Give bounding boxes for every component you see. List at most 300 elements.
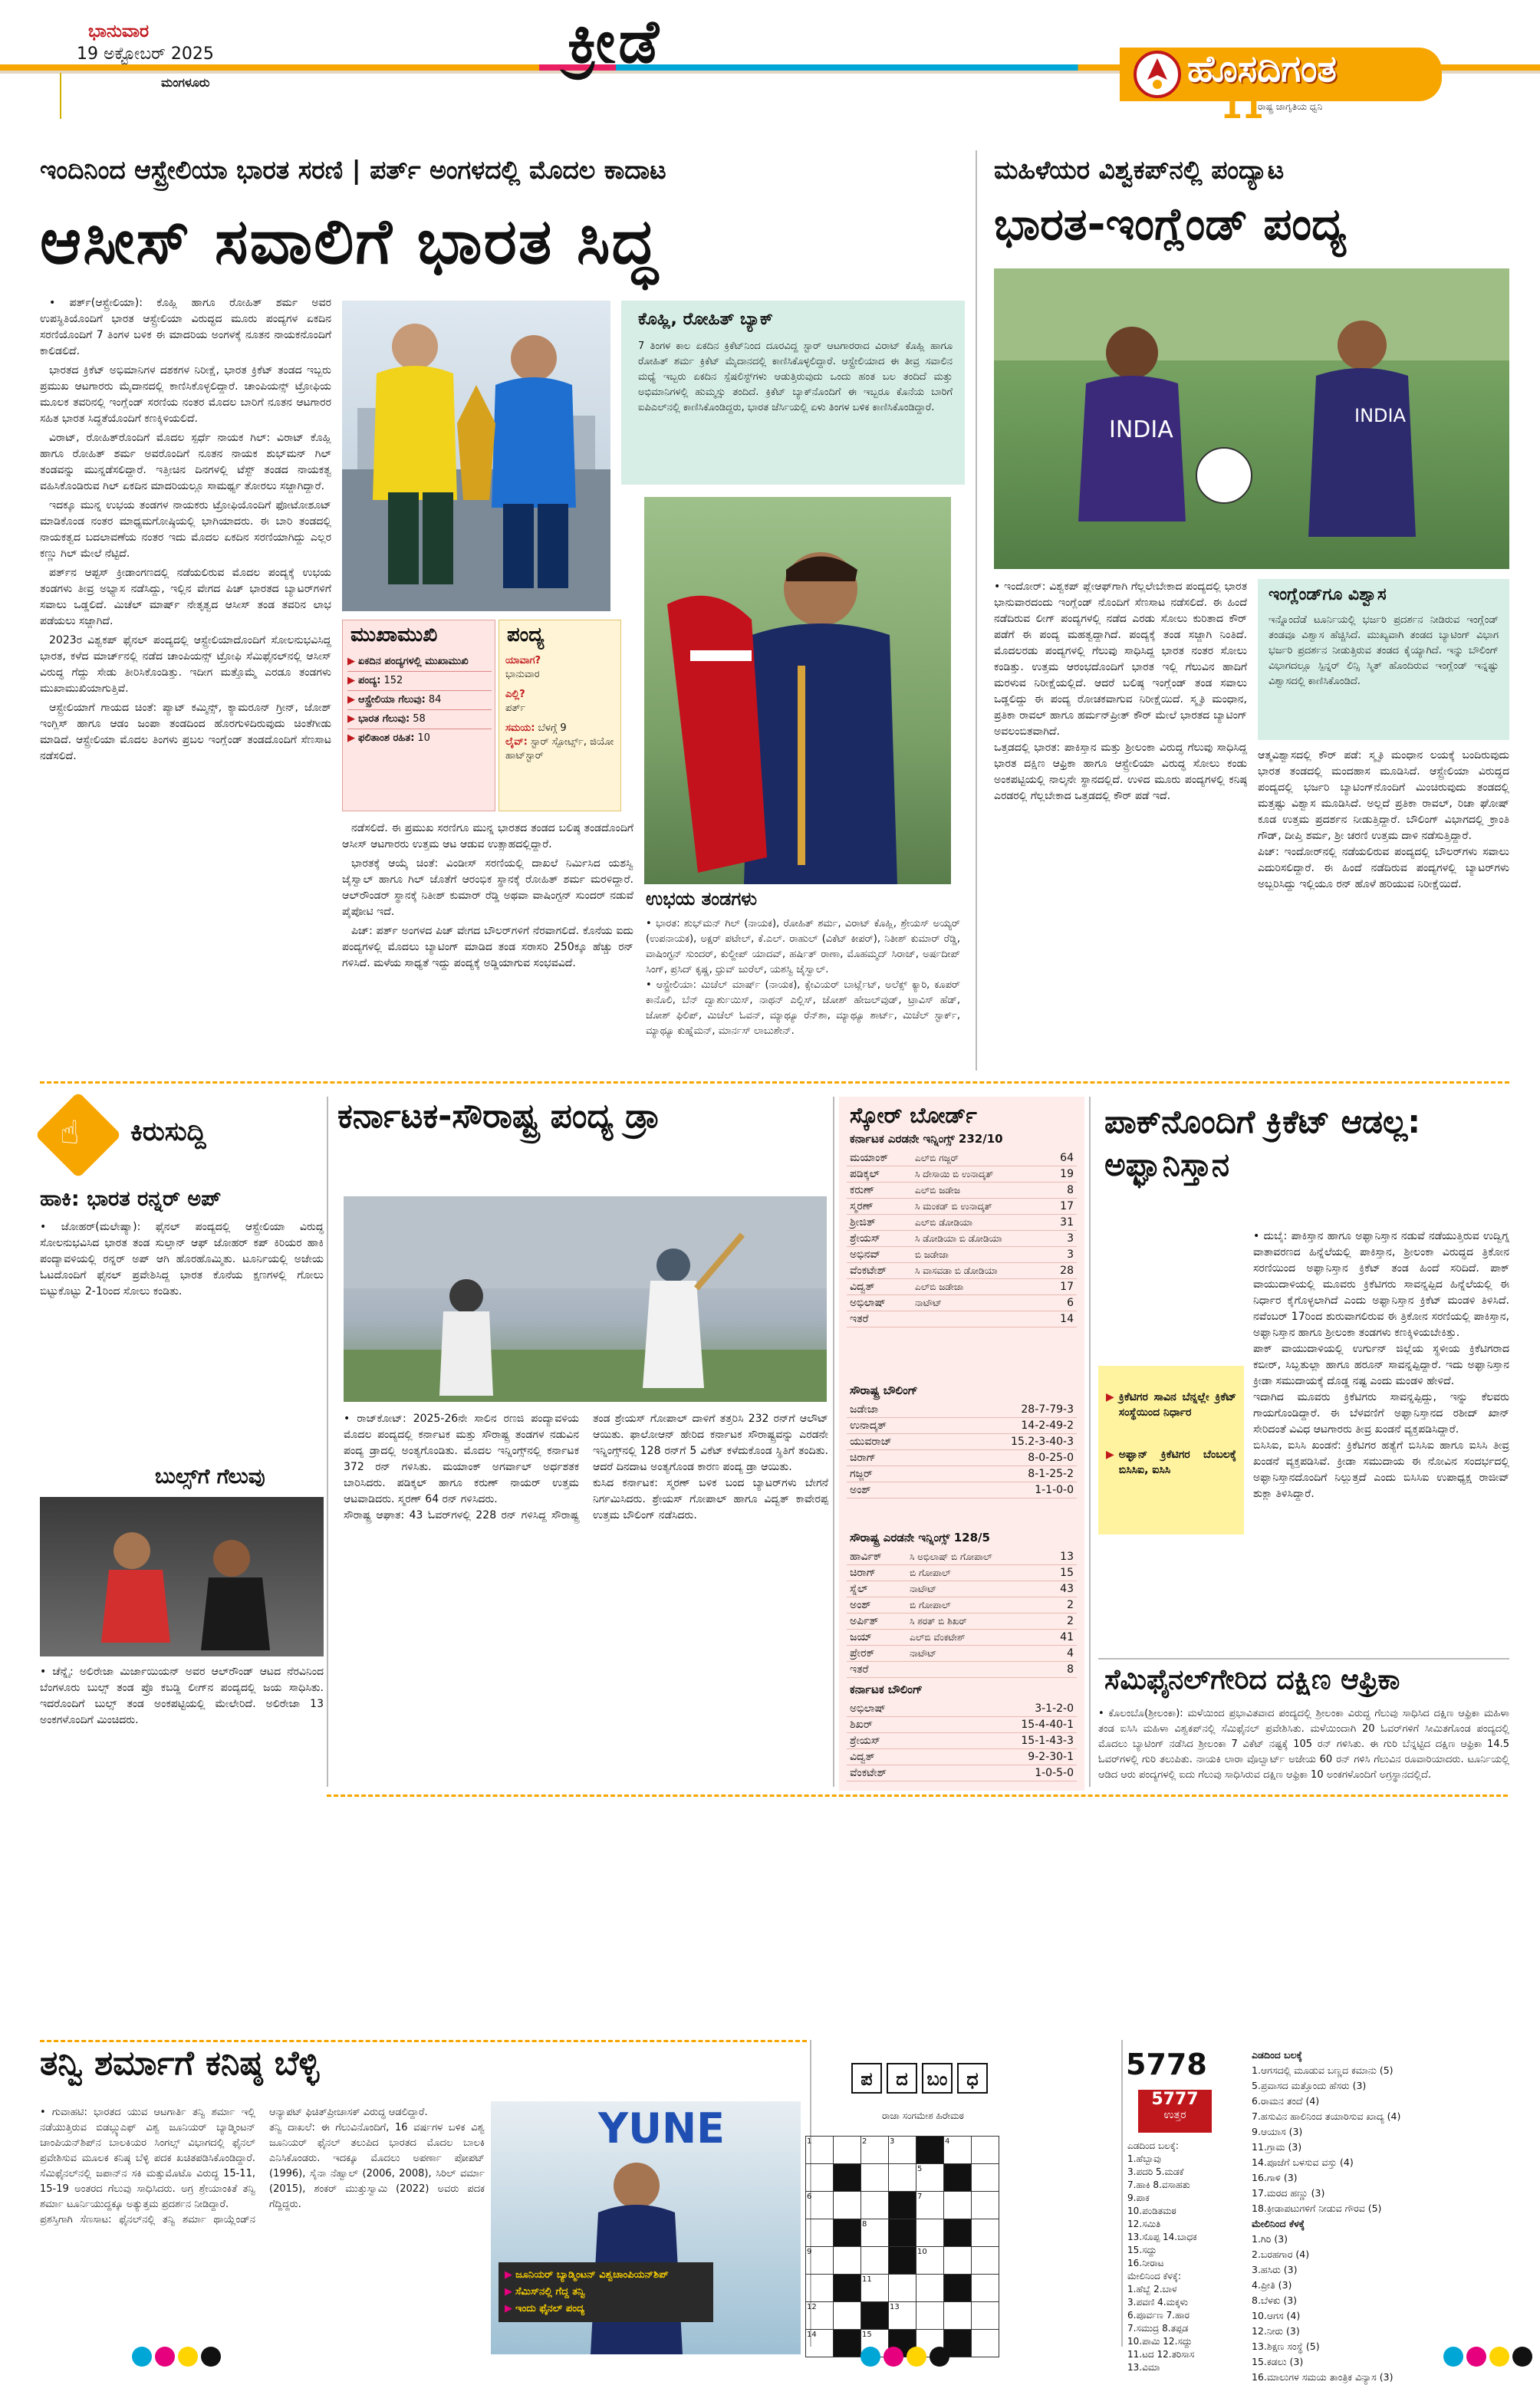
masthead [0, 0, 1540, 150]
player-name: ವೆಂಕಟೇಶ್ [847, 1765, 944, 1781]
score-row [847, 1295, 1077, 1311]
clue-item: 14.ಪೂಜೆಗೆ ಬಳಸುವ ವಸ್ತು (4) [1252, 2156, 1354, 2168]
score-row [847, 1247, 1077, 1263]
player-name: ಇತರೆ [847, 1662, 907, 1678]
photo-banner: YUNE [598, 2104, 726, 2153]
h2h-label: ಏಕದಿನ ಪಂದ್ಯಗಳಲ್ಲಿ ಮುಖಾಮುಖಿ [358, 656, 469, 667]
clue-item: 18.ಕ್ರೀಡಾಪಟುಗಳಿಗೆ ನೀಡುವ ಗೌರವ (5) [1252, 2202, 1382, 2214]
kabaddi-photo [40, 1497, 324, 1656]
dismissal: ನಾಟೌಟ್ [912, 1295, 1048, 1311]
col-divider [976, 150, 977, 1071]
svg-text:INDIA: INDIA [1109, 416, 1173, 443]
crossword-cell[interactable] [834, 2137, 861, 2164]
match-q: ಯಾವಾಗ? [505, 655, 541, 666]
tanvi-body: • ಗುವಾಹಟಿ: ಭಾರತದ ಯುವ ಆಟಗಾರ್ತಿ ತನ್ವಿ ಶರ್ಮಾ ಇಲ್ಲಿ ನಡೆಯುತ್ತಿರುವ ಬಿಡಬ್ಲ್ಯುಎಫ್ ವಿಶ್ವ ಜೂನಿಯರ್ ಬ್ಯಾಡ್ಮಿಂಟನ್ ಚಾಂಪಿಯನ್‌ಶಿಪ್‌ನ ಬಾಲಕಿಯರ ಸಿಂಗಲ್ಸ್ ವಿಭಾಗದಲ್ಲಿ ಫೈನಲ್ ಪ್ರವೇಶಿಸುವ ಮೂಲಕ ಕನಿಷ್ಠ ಬೆಳ್ಳಿ ಪದಕ ಖಚಿತಪಡಿಸಿಕೊಂಡಿದ್ದಾರೆ. ಸೆಮಿಫೈನಲ್‌ನಲ್ಲಿ ಜಪಾನ್‌ನ ಸಕಿ ಮತ್ಸುಮೊಟೊ ವಿರುದ್ಧ 15-11, 15-19 ಅಂತರದ ಗೆಲುವು ಸಾಧಿಸಿದರು. ಅಗ್ರ ಶ್ರೇಯಾಂಕಿತೆ ತನ್ವಿ ಶರ್ಮಾ ಟೂರ್ನಿಯುದ್ದಕ್ಕೂ ಅತ್ಯುತ್ತಮ ಪ್ರದರ್ಶನ ನೀಡಿದ್ದಾರೆ. ಪ್ರಶಸ್ತಿಗಾಗಿ ಸೆಣಸಾಟ: ಫೈನಲ್‌ನಲ್ಲಿ ತನ್ವಿ ಶರ್ಮಾ ಥಾಯ್ಲೆಂಡ್‌ನ ಆನ್ಯಾಪಟ್ ಫಿಚಿತ್‌ಪ್ರೀಚಾಸಕ್ ವಿರುದ್ಧ ಆಡಲಿದ್ದಾರೆ. ತನ್ವಿ ದಾಖಲೆ: ಈ ಗೆಲುವಿನೊಂದಿಗೆ, 16 ವರ್ಷಗಳ ಬಳಿಕ ವಿಶ್ವ ಜೂನಿಯರ್ ಫೈನಲ್ ತಲುಪಿದ ಭಾರತದ ಮೊದಲ ಬಾಲಕಿ ಎನಿಸಿಕೊಂಡರು. ಇದಕ್ಕೂ ಮೊದಲು ಅಪರ್ಣಾ ಪೋಪಟ್ (1996), ಸೈನಾ ನೆಹ್ವಾಲ್ (2006, 2008), ಸಿರಿಲ್ ವರ್ಮಾ (2015), ಶಂಕರ್ ಮುತ್ತುಸ್ವಾಮಿ (2022) ಅವರು ಪದಕ ಗೆದ್ದಿದ್ದರು. [40, 2107, 485, 2225]
score-row [847, 1717, 1077, 1733]
crossword-cell[interactable] [972, 2192, 999, 2219]
clue-item: 13.ಶಿಕ್ಷಣ ಸಂಸ್ಥೆ (5) [1252, 2341, 1320, 2352]
h2h-value: 10 [417, 732, 430, 744]
clue-item: 11.ಗ್ರಾಮ (3) [1252, 2141, 1302, 2153]
player-name: ಅಂಶ್ [847, 1597, 907, 1614]
clue-item: 9.ಆಯಾಸ (3) [1252, 2126, 1303, 2137]
innings-header: ಕರ್ನಾಟಕ ಎರಡನೇ ಇನ್ನಿಂಗ್ಸ್ 232/10 [850, 1132, 1003, 1146]
caption-box: ▶ ಜೂನಿಯರ್ ಬ್ಯಾಡ್ಮಿಂಟನ್ ವಿಶ್ವಚಾಂಪಿಯನ್‌ಶಿಪ್ ▶ ಸೆಮಿಸ್‌ನಲ್ಲಿ ಗೆದ್ದ ತನ್ವಿ ▶ ಇಂದು ಫೈನಲ್ ಪಂದ್ಯ [499, 2262, 713, 2322]
tanvi-headline: ತನ್ವಿ ಶರ್ಮಾಗೆ ಕನಿಷ್ಠ ಬೆಳ್ಳಿ [40, 2044, 320, 2083]
player-name: ಅಭಿನವ್ [847, 1247, 912, 1263]
player-name: ಶಿಖರ್ [847, 1717, 944, 1733]
col-divider [833, 1097, 834, 1787]
lead-para: ವಿರಾಟ್, ರೋಹಿತ್‌ರೊಂದಿಗೆ ಮೊದಲ ಸ್ಪರ್ಧೆ ನಾಯಕ ಗಿಲ್: ವಿರಾಟ್ ಕೊಹ್ಲಿ ಹಾಗೂ ರೋಹಿತ್ ಶರ್ಮ ಅವರೊಂದಿಗೆ ನೂತನ ನಾಯಕ ಶುಭ್‌ಮನ್ ಗಿಲ್ ತಂಡವನ್ನು ಮುನ್ನಡೆಸಲಿದ್ದಾರೆ. ಇತ್ತೀಚಿನ ದಿನಗಳಲ್ಲಿ ಟೆಸ್ಟ್ ತಂಡದ ನಾಯಕತ್ವ ವಹಿಸಿಕೊಂಡಿರುವ ಗಿಲ್ ಏಕದಿನ ಮಾದರಿಯಲ್ಲೂ ಸಾಮರ್ಥ್ಯ ತೋರಲು ಸಜ್ಜಾಗಿದ್ದಾರೆ. [40, 432, 331, 492]
clues-list [1252, 2048, 1509, 2383]
answer-item: 1.ಹೆಬ್ಬಾವು [1127, 2153, 1161, 2164]
brand-tagline: ರಾಷ್ಟ್ರ ಜಾಗೃತಿಯ ಧ್ವನಿ [1258, 101, 1323, 112]
player-name: ವಿದ್ವತ್ [847, 1279, 912, 1295]
score-value: 17 [1048, 1199, 1077, 1215]
match-a: ಸ್ಟಾರ್ ಸ್ಪೋರ್ಟ್ಸ್, ಜಿಯೋ ಹಾಟ್‌ಸ್ಟಾರ್ [505, 736, 614, 762]
score-row [847, 1733, 1077, 1749]
lead-headline: ಆಸೀಸ್ ಸವಾಲಿಗೆ ಭಾರತ ಸಿದ್ಧ [40, 206, 659, 278]
crossword-cell[interactable]: 2 [861, 2137, 889, 2164]
answer-item: 15.ಸದ್ದು [1127, 2245, 1157, 2255]
match-info [505, 654, 619, 763]
dismissal: ನಾಟೌಟ್ [907, 1581, 1045, 1597]
registration-dot [1489, 2347, 1509, 2367]
score-row [847, 1614, 1077, 1630]
crossword-cell[interactable]: 6 [806, 2192, 834, 2219]
crossword-cell[interactable] [861, 2247, 889, 2275]
registration-dot [155, 2347, 175, 2367]
crossword-cell[interactable] [972, 2275, 999, 2302]
answer-item: 7.ಸಮುದ್ರ 8.ತಪ್ಪಡ [1127, 2323, 1189, 2334]
registration-dot [178, 2347, 198, 2367]
crossword-cell[interactable]: 9 [806, 2247, 834, 2275]
score-value: 3-1-2-0 [944, 1701, 1077, 1717]
crossword-cell[interactable] [972, 2247, 999, 2275]
score-value: 31 [1048, 1215, 1077, 1231]
player-name: ಯುವರಾಜ್ [847, 1434, 941, 1450]
sidebar-box [621, 301, 965, 485]
registration-dot [860, 2347, 880, 2367]
clue-item: 1.ಗಿರಿ (3) [1252, 2233, 1288, 2245]
match-box [499, 620, 621, 811]
score-row [847, 1765, 1077, 1781]
score-value: 15 [1045, 1565, 1077, 1581]
answer-item: 3.ಪದರಿ 5.ಮಡಕೆ [1127, 2166, 1184, 2177]
score-row [847, 1231, 1077, 1247]
player-name: ಮಯಾಂಕ್ [847, 1150, 912, 1166]
dismissal [912, 1311, 1048, 1327]
player-name: ವೆಂಕಟೇಶ್ [847, 1263, 912, 1279]
player-name: ಅರ್ಪಿತ್ [847, 1614, 907, 1630]
dismissal: ಎಲ್‌ಬಿ ಡೋಡಿಯಾ [912, 1215, 1048, 1231]
dismissal: ನಾಟೌಟ್ [907, 1646, 1045, 1662]
score-value: 6 [1048, 1295, 1077, 1311]
dismissal: ಬಿ ಗೋಪಾಲ್ [907, 1565, 1045, 1581]
registration-dot [1443, 2347, 1463, 2367]
tanvi-photo [491, 2101, 801, 2354]
crossword-cell[interactable] [972, 2302, 999, 2330]
score-row [847, 1482, 1077, 1498]
answer-item: ಎಡದಿಂದ ಬಲಕ್ಕೆ: [1127, 2140, 1179, 2151]
crossword-cell [944, 2219, 972, 2247]
brief-title: ಹಾಕಿ: ಭಾರತ ರನ್ನರ್ ಅಪ್ [40, 1187, 222, 1211]
sidebar-title: ಕೊಹ್ಲಿ, ರೋಹಿತ್ ಬ್ಯಾಕ್ [638, 310, 773, 329]
player-name: ಉನಾದ್ಕತ್ [847, 1418, 941, 1434]
registration-dot [132, 2347, 152, 2367]
match-q: ಲೈವ್: [505, 736, 528, 748]
score-row [847, 1183, 1077, 1199]
lead-para: ಭಾರತದ ಕ್ರಿಕೆಟ್ ಅಭಿಮಾನಿಗಳ ದಶಕಗಳ ನಿರೀಕ್ಷೆ, ಭಾರತ ಕ್ರಿಕೆಟ್ ತಂಡದ ಇಬ್ಬರು ಪ್ರಮುಖ ಆಟಗಾರರು ಮೈದಾನದಲ್ಲಿ ಕಾಣಿಸಿಕೊಳ್ಳಲಿದ್ದಾರೆ. ಚಾಂಪಿಯನ್ಸ್ ಟ್ರೋಫಿಯ ಮೂಲಕ ತವರಿನಲ್ಲಿ ಇಂಗ್ಲೆಂಡ್ ಸರಣಿಯ ನಂತರ ಮೊದಲ ಬಾರಿಗೆ ನೂತನ ಆಟಗಾರರ ಸಹಿತ ಭಾರತ ಸಿದ್ಧತೆಯೊಂದಿಗೆ ಕಣಕ್ಕಿಳಿಯಲಿದೆ. [40, 364, 331, 425]
ranji-headline: ಕರ್ನಾಟಕ-ಸೌರಾಷ್ಟ್ರ ಪಂದ್ಯ ಡ್ರಾ [337, 1097, 660, 1136]
h2h-value: 58 [413, 713, 426, 725]
sa-body: • ಕೊಲಂಬೊ(ಶ್ರೀಲಂಕಾ): ಮಳೆಯಿಂದ ಪ್ರಭಾವಿತವಾದ ಪಂದ್ಯದಲ್ಲಿ ಶ್ರೀಲಂಕಾ ವಿರುದ್ಧ ಗೆಲುವು ಸಾಧಿಸಿದ ದಕ್ಷಿಣ ಆಫ್ರಿಕಾ ಮಹಿಳಾ ತಂಡ ಐಸಿಸಿ ಮಹಿಳಾ ವಿಶ್ವಕಪ್‌ನಲ್ಲಿ ಸೆಮಿಫೈನಲ್ ಪ್ರವೇಶಿಸಿತು. ಮಳೆಯಿಂದಾಗಿ 20 ಓವರ್‌ಗಳಿಗೆ ಸೀಮಿತಗೊಂಡ ಪಂದ್ಯದಲ್ಲಿ ಮೊದಲು ಬ್ಯಾಟಿಂಗ್ ನಡೆಸಿದ ಶ್ರೀಲಂಕಾ 7 ವಿಕೆಟ್ ನಷ್ಟಕ್ಕೆ 105 ರನ್ ಗಳಿಸಿತು. ಈ ಗುರಿ ಬೆನ್ನಟ್ಟಿದ ದಕ್ಷಿಣ ಆಫ್ರಿಕಾ 14.5 ಓವರ್‌ಗಳಲ್ಲಿ ಗುರಿ ತಲುಪಿತು. ನಾಯಕಿ ಲಾರಾ ವೊಲ್ವಾರ್ಟ್ ಅಜೇಯ 60 ರನ್ ಗಳಿಸಿ ಗೆಲುವಿನ ರೂವಾರಿಯಾದರು. ಟೂರ್ನಿಯಲ್ಲಿ ಆಡಿದ ಆರು ಪಂದ್ಯಗಳಲ್ಲಿ ಐದು ಗೆಲುವು ಸಾಧಿಸಿರುವ ದಕ್ಷಿಣ ಆಫ್ರಿಕಾ 10 ಅಂಕಗಳೊಂದಿಗೆ ಅಗ್ರಸ್ಥಾನದಲ್ಲಿದೆ. [1098, 1708, 1509, 1781]
reg-marks [1442, 2347, 1534, 2367]
registration-dot [1466, 2347, 1486, 2367]
dismissal: ಎಲ್‌ಬಿ ಗಜ್ಜರ್ [912, 1150, 1048, 1166]
crossword-cell[interactable] [916, 2302, 944, 2330]
prev-answer-label: ಉತ್ತರ [1163, 2109, 1186, 2121]
crossword-cell [834, 2219, 861, 2247]
crossword-cell [889, 2192, 916, 2219]
score-value: 1-0-5-0 [944, 1765, 1077, 1781]
answer-item: 13.ವಿಮಾ [1127, 2362, 1160, 2373]
crossword-cell [834, 2164, 861, 2192]
brief-title: ಬುಲ್ಸ್‌ಗೆ ಗೆಲುವು [155, 1465, 265, 1489]
crossword-cell[interactable] [834, 2302, 861, 2330]
date-rule [60, 73, 61, 119]
brand-name: ಹೊಸದಿಗಂತ [1187, 48, 1337, 90]
dismissal: ಎಲ್‌ಬಿ ಜಡೇಜಾ [912, 1279, 1048, 1295]
crossword-cell[interactable] [944, 2192, 972, 2219]
score-value: 8 [1045, 1662, 1077, 1678]
player-name: ಪ್ರೇರಕ್ [847, 1646, 907, 1662]
player-name: ಚಿರಾಗ್ [847, 1565, 907, 1581]
page-number: 11 [1221, 90, 1264, 126]
womens-body-2: ಆತ್ಮವಿಶ್ವಾಸದಲ್ಲಿ ಕೌರ್ ಪಡೆ: ಸ್ಮೃತಿ ಮಂಧಾನ ಲಯಕ್ಕೆ ಬಂದಿರುವುದು ಭಾರತ ತಂಡದಲ್ಲಿ ಮಂದಹಾಸ ಮೂಡಿಸಿದೆ. ಆಸ್ಟ್ರೇಲಿಯಾ ವಿರುದ್ಧದ ಪಂದ್ಯದಲ್ಲಿ ಭರ್ಜರಿ ಬ್ಯಾಟಿಂಗ್‌ನೊಂದಿಗೆ ಮಿಂಚಿರುವುದು ತಂಡದಲ್ಲಿ ಮತ್ತಷ್ಟು ವಿಶ್ವಾಸ ಮೂಡಿಸಿದೆ. ಅಲ್ಲದೆ ಪ್ರತಿಕಾ ರಾವಲ್, ರಿಚಾ ಘೋಷ್ ಕೂಡ ಉತ್ತಮ ಪ್ರದರ್ಶನ ನೀಡುತ್ತಿದ್ದಾರೆ. ಬೌಲಿಂಗ್ ವಿಭಾಗದಲ್ಲಿ ಕ್ರಾಂತಿ ಗೌಡ್, ದೀಪ್ತಿ ಶರ್ಮ, ಶ್ರೀ ಚರಣಿ ಉತ್ತಮ ದಾಳಿ ನಡೆಸುತ್ತಿದ್ದಾರೆ. ಪಿಚ್: ಇಂದೋರ್‌ನಲ್ಲಿ ನಡೆಯಲಿರುವ ಪಂದ್ಯದಲ್ಲಿ ಬೌಲರ್‌ಗಳು ಸವಾಲು ಎದುರಿಸಲಿದ್ದಾರೆ. ಈ ಹಿಂದೆ ನಡೆದಿರುವ ಪಂದ್ಯಗಳಲ್ಲಿ ಬ್ಯಾಟರ್‌ಗಳು ಅಬ್ಬರಿಸಿದ್ದು ಇಲ್ಲಿಯೂ ರನ್ ಹೊಳೆ ಹರಿಯುವ ನಿರೀಕ್ಷೆಯಿದೆ. [1258, 749, 1509, 890]
answer-item: 1.ಹೆಬ್ಬೆ 2.ಬಾಳ [1127, 2284, 1177, 2295]
squads-title: ಉಭಯ ತಂಡಗಳು [646, 888, 757, 910]
pak-text: • ದುಬೈ: ಪಾಕಿಸ್ತಾನ ಹಾಗೂ ಅಫ್ಘಾನಿಸ್ತಾನ ನಡುವೆ ನಡೆಯುತ್ತಿರುವ ಉದ್ವಿಗ್ನ ವಾತಾವರಣದ ಹಿನ್ನೆಲೆಯಲ್ಲಿ ಪಾಕಿಸ್ತಾನ, ಶ್ರೀಲಂಕಾ ವಿರುದ್ಧದ ತ್ರಿಕೋನ ಸರಣಿಯಿಂದ ಅಫ್ಘಾನಿಸ್ತಾನ ಕ್ರಿಕೆಟ್ ತಂಡ ಹಿಂದೆ ಸರಿದಿದೆ. ಪಾಕ್ ವಾಯುದಾಳಿಯಲ್ಲಿ ಮೂವರು ಕ್ರಿಕೆಟಿಗರು ಸಾವನ್ನಪ್ಪಿದ ಹಿನ್ನೆಲೆಯಲ್ಲಿ ಈ ನಿರ್ಧಾರ ಕೈಗೊಳ್ಳಲಾಗಿದೆ ಎಂದು ಅಫ್ಘಾನಿಸ್ತಾನ ಕ್ರಿಕೆಟ್ ಮಂಡಳಿ ತಿಳಿಸಿದೆ. ನವೆಂಬರ್ 17ರಿಂದ ಶುರುವಾಗಲಿರುವ ಈ ತ್ರಿಕೋನ ಸರಣಿಯಲ್ಲಿ ಪಾಕಿಸ್ತಾನ, ಅಫ್ಘಾನಿಸ್ತಾನ ಹಾಗೂ ಶ್ರೀಲಂಕಾ ತಂಡಗಳು ಕಣಕ್ಕಿಳಿಯಬೇಕಿತ್ತು. ಪಾಕ್ ವಾಯುದಾಳಿಯಲ್ಲಿ ಉರ್ಗುನ್ ಜಿಲ್ಲೆಯ ಸ್ಥಳೀಯ ಕ್ರಿಕೆಟಿಗರಾದ ಕಬೀರ್, ಸಿಬ್ಘತುಲ್ಲಾ ಹಾಗೂ ಹರೂನ್ ಸಾವನ್ನಪ್ಪಿದ್ದಾರೆ. ಇದು ಅಫ್ಘಾನಿಸ್ತಾನ ಕ್ರೀಡಾ ಸಮುದಾಯಕ್ಕೆ ದೊಡ್ಡ ನಷ್ಟ ಎಂದು ಮಂಡಳಿ ಹೇಳಿದೆ. ಇದಾಗಿದ ಮೂವರು ಕ್ರಿಕೆಟಿಗರು ಸಾವನ್ನಪ್ಪಿದ್ದು, ಇನ್ನು ಕೆಲವರು ಗಾಯಗೊಂಡಿದ್ದಾರೆ. ಈ ಬೆಳವಣಿಗೆ ಅಫ್ಘಾನಿಸ್ತಾನದ ರಶೀದ್ ಖಾನ್ ಸೇರಿದಂತೆ ವಿವಿಧ ಆಟಗಾರರು ತೀವ್ರ ಖಂಡನೆ ವ್ಯಕ್ತಪಡಿಸಿದ್ದಾರೆ. ಬಿಸಿಸಿಐ, ಐಸಿಸಿ ಖಂಡನೆ: ಕ್ರಿಕೆಟಿಗರ ಹತ್ಯೆಗೆ ಬಿಸಿಸಿಐ ಹಾಗೂ ಐಸಿಸಿ ತೀವ್ರ ಖಂಡನೆ ವ್ಯಕ್ತಪಡಿಸಿವೆ. ಕ್ರೀಡಾ ಸಮುದಾಯ ಈ ನೋವಿನ ಸಂದರ್ಭದಲ್ಲಿ ಅಫ್ಘಾನಿಸ್ತಾನದೊಂದಿಗೆ ನಿಲ್ಲುತ್ತದೆ ಎಂದು ಬಿಸಿಸಿಐ ಉಪಾಧ್ಯಕ್ಷ ರಾಜೀವ್ ಶುಕ್ಲಾ ತಿಳಿಸಿದ್ದಾರೆ. [1253, 1230, 1509, 1500]
crossword-cell[interactable] [972, 2219, 999, 2247]
crossword-cell[interactable] [806, 2275, 834, 2302]
svg-text:INDIA: INDIA [1354, 405, 1407, 426]
match-title: ಪಂದ್ಯ [507, 623, 545, 646]
sidebar-body: 7 ತಿಂಗಳ ಕಾಲ ಏಕದಿನ ಕ್ರಿಕೆಟ್‌ನಿಂದ ದೂರವಿದ್ದ ಸ್ಟಾರ್ ಆಟಗಾರರಾದ ವಿರಾಟ್ ಕೊಹ್ಲಿ ಹಾಗೂ ರೋಹಿತ್ ಶರ್ಮ ಕ್ರಿಕೆಟ್ ಮೈದಾನದಲ್ಲಿ ಕಾಣಿಸಿಕೊಳ್ಳಲಿದ್ದಾರೆ. ಆಸ್ಟ್ರೇಲಿಯಾದ ಈ ತೀವ್ರ ಸವಾಲಿನ ಮಧ್ಯೆ ಇಬ್ಬರು ಏಕದಿನ ಸ್ಪೆಷಲಿಸ್ಟ್‌ಗಳು ಆಡುತ್ತಿರುವುದು ಒಂದು ಹಂತ ಬಲ ತಂದಿದೆ ಮತ್ತು ಅಭಿಮಾನಿಗಳಲ್ಲಿ ಹುಮ್ಮಸ್ಸು ತಂದಿದೆ. ಕ್ರಿಕೆಟ್ ಬ್ಯಾಕ್‌ನೊಂದಿಗೆ ಈ ಇಬ್ಬರೂ ಕೊನೆಯ ಬಾರಿಗೆ ಐಪಿಎಲ್‌ನಲ್ಲಿ ಕಾಣಿಸಿಕೊಂಡಿದ್ದರು, ಭಾರತ ಜೆರ್ಸಿಯಲ್ಲಿ ಏಳು ತಿಂಗಳ ಬಳಿಕ ಕಾಣಿಸಿಕೊಂಡಿದ್ದಾರೆ. [638, 340, 953, 413]
score-value: 4 [1045, 1646, 1077, 1662]
reg-marks [130, 2347, 222, 2367]
answer-item: 6.ಪೂರ್ವಣ 7.ಹಾರ [1127, 2310, 1190, 2321]
clue-heading: ಎಡದಿಂದ ಬಲಕ್ಕೆ [1252, 2049, 1302, 2061]
crossword-cell[interactable] [861, 2192, 889, 2219]
score-row [847, 1215, 1077, 1231]
bowling-header: ಕರ್ನಾಟಕ ಬೌಲಿಂಗ್ [850, 1683, 923, 1696]
title-letter: ಬಂ [922, 2063, 953, 2094]
lead-kicker-bar [0, 150, 968, 196]
crossword-author: ರಾಜಾ ಸಂಗಮೇಶ ಹಿರೇಮಠ [882, 2110, 964, 2121]
match-a: ಭಾನುವಾರ [505, 669, 540, 680]
player-name: ಗಜ್ಜರ್ [847, 1466, 941, 1482]
crossword-cell[interactable]: 15 [861, 2330, 889, 2357]
score-row [847, 1549, 1077, 1565]
crossword-cell [889, 2219, 916, 2247]
section-separator [327, 1795, 1508, 1797]
innings-header: ಸೌರಾಷ್ಟ್ರ ಎರಡನೇ ಇನ್ನಿಂಗ್ಸ್ 128/5 [850, 1531, 990, 1544]
clue-item: 6.ರಾಮನ ತಂದೆ (4) [1252, 2095, 1320, 2107]
bowling-table [847, 1701, 1077, 1781]
hand-icon: ☝ [60, 1114, 80, 1151]
score-value: 2 [1045, 1614, 1077, 1630]
section-separator [40, 1081, 1509, 1084]
bowling-table [847, 1402, 1077, 1498]
score-value: 8-1-25-2 [941, 1466, 1077, 1482]
crossword-title [851, 2063, 988, 2094]
crossword-cell[interactable] [944, 2302, 972, 2330]
crossword-cell[interactable] [861, 2164, 889, 2192]
player-name: ಶ್ರೀಜಿತ್ [847, 1215, 912, 1231]
answer-item: 3.ಪವಣಿ 4.ಮಕ್ಕಳು [1127, 2297, 1188, 2308]
womens-sidebar-title: ಇಂಗ್ಲೆಂಡ್‌ಗೂ ವಿಶ್ವಾಸ [1269, 585, 1387, 604]
caption-line: ಸೆಮಿಸ್‌ನಲ್ಲಿ ಗೆದ್ದ ತನ್ವಿ [515, 2286, 585, 2298]
section-title: ಕ್ರೀಡೆ [568, 8, 663, 77]
clue-item: 8.ಬೆಳಕು (3) [1252, 2295, 1298, 2306]
player-name: ಹಾರ್ವಿಕ್ [847, 1549, 907, 1565]
kohli-photo [644, 497, 951, 884]
crossword-cell [916, 2137, 944, 2164]
lead-para: 2023ರ ವಿಶ್ವಕಪ್ ಫೈನಲ್ ಪಂದ್ಯದಲ್ಲಿ ಆಸ್ಟ್ರೇಲಿಯಾದೊಂದಿಗೆ ಸೋಲನುಭವಿಸಿದ್ದ ಭಾರತ, ಕಳೆದ ಮಾರ್ಚ್‌ನಲ್ಲಿ ನಡೆದ ಚಾಂಪಿಯನ್ಸ್ ಟ್ರೋಫಿ ಸೆಮಿಫೈನಲ್‌ನಲ್ಲಿ ಆಸೀಸ್ ವಿರುದ್ಧ ಗೆದ್ದು ಸೇಡು ತೀರಿಸಿಕೊಂಡಿತ್ತು. ಇದೀಗ ಮತ್ತೊಮ್ಮೆ ಎರಡೂ ತಂಡಗಳು ಮುಖಾಮುಖಿಯಾಗುತ್ತಿವೆ. [40, 634, 331, 695]
crossword-cell[interactable]: 3 [889, 2137, 916, 2164]
section-separator [40, 2040, 807, 2042]
clue-item: ಮೇಲಿನಿಂದ ಕೆಳಕ್ಕೆ [1252, 2218, 1305, 2229]
player-name: ಕರುಣ್ [847, 1183, 912, 1199]
crossword-cell[interactable]: 5 [916, 2164, 944, 2192]
score-row [847, 1418, 1077, 1434]
clue-item: 15.ಕಡಲು (3) [1252, 2356, 1304, 2367]
scoreboard [839, 1097, 1084, 1791]
captains-photo [342, 301, 610, 611]
crossword-cell [834, 2330, 861, 2357]
player-name: ಇತರೆ [847, 1311, 912, 1327]
title-letter: ಪ [851, 2063, 882, 2094]
pak-callout-box: ▶ ಕ್ರಿಕೆಟಿಗರ ಸಾವಿನ ಬೆನ್ನಲ್ಲೇ ಕ್ರಿಕೆಟ್ ಸಂಸ್ಥೆಯಿಂದ ನಿರ್ಧಾರ ▶ ಅಫ್ಘಾನ್ ಕ್ರಿಕೆಟಿಗರ ಬೆಂಬಲಕ್ಕೆ ಬಿಸಿಸಿಐ, ಐಸಿಸಿ [1098, 1366, 1244, 1535]
score-row [847, 1630, 1077, 1646]
crossword-cell[interactable]: 4 [944, 2137, 972, 2164]
lead-para: ಪಿಚ್: ಪರ್ತ್ ಅಂಗಳದ ಪಿಚ್ ವೇಗದ ಬೌಲರ್‌ಗಳಿಗೆ ನೆರವಾಗಲಿದೆ. ಕೊನೆಯ ಐದು ಪಂದ್ಯಗಳಲ್ಲಿ ಮೊದಲು ಬ್ಯಾಟಿಂಗ್ ಮಾಡಿದ ತಂಡ ಸರಾಸರಿ 250ಕ್ಕೂ ಹೆಚ್ಚು ರನ್ ಗಳಿಸಿದೆ. ಮಳೆಯ ಸಾಧ್ಯತೆ ಇದ್ದು ಪಂದ್ಯಕ್ಕೆ ಅಡ್ಡಿಯಾಗುವ ಸಂಭವವಿದೆ. [342, 925, 633, 969]
clue-item: 5.ಪ್ರವಾಸದ ಮತ್ತೊಂದು ಹೆಸರು (3) [1252, 2080, 1367, 2091]
answer-item: 10.ಪಂಡಿತಮಠ [1127, 2206, 1176, 2216]
player-name: ಸ್ನೆಲ್ [847, 1581, 907, 1597]
player-name: ಶ್ರೇಯಸ್ [847, 1733, 944, 1749]
title-letter: ದ [887, 2063, 917, 2094]
score-value: 28-7-79-3 [941, 1402, 1077, 1418]
bowling-header: ಸೌರಾಷ್ಟ್ರ ಬೌಲಿಂಗ್ [850, 1383, 918, 1397]
lead-body-2 [342, 821, 633, 1074]
pak-callout: ಅಫ್ಘಾನ್ ಕ್ರಿಕೆಟಿಗರ ಬೆಂಬಲಕ್ಕೆ ಬಿಸಿಸಿಐ, ಐಸಿಸಿ [1118, 1449, 1236, 1476]
crossword-cell[interactable] [834, 2247, 861, 2275]
kirusuddi-label: ಕಿರುಸುದ್ದಿ [130, 1117, 206, 1147]
lead-para: ನಡೆಸಲಿದೆ. ಈ ಪ್ರಮುಖ ಸರಣಿಗೂ ಮುನ್ನ ಭಾರತದ ತಂಡದ ಬಲಿಷ್ಠ ತಂಡದೊಂದಿಗೆ ಆಸೀಸ್ ಆಟಗಾರರು ಉತ್ತಮ ಆಟ ಆಡುವ ಉತ್ಸಾಹದಲ್ಲಿದ್ದಾರೆ. [342, 822, 633, 850]
score-value: 15-1-43-3 [944, 1733, 1077, 1749]
brief-body: • ಚೆನ್ನೈ: ಅಲಿರೇಜಾ ಮಿರ್ಜಾಯಿಯನ್ ಅವರ ಆಲ್‌ರೌಂಡ್ ಆಟದ ನೆರವಿನಿಂದ ಬೆಂಗಳೂರು ಬುಲ್ಸ್ ತಂಡ ಪ್ರೊ ಕಬಡ್ಡಿ ಲೀಗ್‌ನ ಪಂದ್ಯದಲ್ಲಿ ಜಯ ಸಾಧಿಸಿತು. ಇದರೊಂದಿಗೆ ಬುಲ್ಸ್ ತಂಡ ಅಂಕಪಟ್ಟಿಯಲ್ಲಿ ಮೇಲೇರಿದೆ. ಅಲಿರೇಜಾ 13 ಅಂಕಗಳೊಂದಿಗೆ ಮಿಂಚಿದರು. [40, 1666, 324, 1726]
clue-item: 16.ಗಾಳಿ (3) [1252, 2172, 1298, 2183]
prev-puzzle-number: 5777 [1151, 2090, 1199, 2109]
h2h-table: ▶ ಏಕದಿನ ಪಂದ್ಯಗಳಲ್ಲಿ ಮುಖಾಮುಖಿ ▶ ಪಂದ್ಯ: 152 ▶ ಆಸ್ಟ್ರೇಲಿಯಾ ಗೆಲುವು: 84 ▶ ಭಾರತ ಗೆಲುವು: 58 ▶ ಫಲಿತಾಂಶ ರಹಿತ: 10 [347, 653, 492, 748]
score-value: 8 [1048, 1183, 1077, 1199]
batting-table [847, 1150, 1077, 1327]
caption-line: ಜೂನಿಯರ್ ಬ್ಯಾಡ್ಮಿಂಟನ್ ವಿಶ್ವಚಾಂಪಿಯನ್‌ಶಿಪ್ [515, 2269, 669, 2281]
col-divider [1089, 1097, 1091, 1787]
dismissal: ಸಿ ಅಭಿಲಾಷ್ ಬಿ ಗೋಪಾಲ್ [907, 1549, 1045, 1565]
divider [1098, 1658, 1509, 1660]
score-value: 41 [1045, 1630, 1077, 1646]
score-value: 13 [1045, 1549, 1077, 1565]
crossword-cell[interactable] [889, 2275, 916, 2302]
col-divider [327, 1097, 328, 1787]
score-row [847, 1450, 1077, 1466]
score-value: 64 [1048, 1150, 1077, 1166]
kirusuddi-column [40, 1104, 324, 2032]
clue-item: 3.ಹಸಿರು (3) [1252, 2264, 1298, 2275]
crossword-cell [889, 2247, 916, 2275]
score-row [847, 1311, 1077, 1327]
score-row [847, 1150, 1077, 1166]
crossword-cell[interactable]: 1 [806, 2137, 834, 2164]
score-row [847, 1402, 1077, 1418]
crossword-cell [944, 2164, 972, 2192]
crossword-cell [834, 2275, 861, 2302]
answer-item: 12.ಸಮಿತಿ [1127, 2219, 1161, 2229]
pak-headline: ಪಾಕ್‌ನೊಂದಿಗೆ ಕ್ರಿಕೆಟ್ ಆಡಲ್ಲ: ಅಫ್ಘಾನಿಸ್ತಾನ [1104, 1103, 1421, 1183]
col-divider [1121, 2040, 1123, 2347]
score-row [847, 1597, 1077, 1614]
answer-item: 10.ಪಾಮಿ 12.ಸದ್ದು [1127, 2336, 1193, 2347]
lead-para: • ಪರ್ತ್(ಆಸ್ಟ್ರೇಲಿಯಾ): ಕೊಹ್ಲಿ ಹಾಗೂ ರೋಹಿತ್ ಶರ್ಮ ಅವರ ಉಪಸ್ಥಿತಿಯೊಂದಿಗೆ ಭಾರತ ಆಸ್ಟ್ರೇಲಿಯಾ ವಿರುದ್ಧದ ಮೂರು ಪಂದ್ಯಗಳ ಏಕದಿನ ಸರಣಿಯೊಂದಿಗೆ 7 ತಿಂಗಳ ಬಳಿಕ ಈ ಮಾದರಿಯ ಅಂಗಳಕ್ಕೆ ನೂತನ ನಾಯಕನೊಂದಿಗೆ ಕಾಲಿಡಲಿದೆ. [40, 297, 331, 357]
player-name: ಶ್ರೇಯಸ್ [847, 1231, 912, 1247]
crossword-cell[interactable]: 10 [916, 2247, 944, 2275]
dismissal [907, 1662, 1045, 1678]
title-letter: ಧ [957, 2063, 988, 2094]
reg-marks [859, 2347, 951, 2367]
womens-body: • ಇಂದೋರ್: ವಿಶ್ವಕಪ್ ಪ್ಲೇಆಫ್‌ಗಾಗಿ ಗೆಲ್ಲಲೇಬೇಕಾದ ಪಂದ್ಯದಲ್ಲಿ ಭಾರತ ಭಾನುವಾರದಂದು ಇಂಗ್ಲೆಂಡ್ ನೊಂದಿಗೆ ಸೆಣಸಾಟ ನಡೆಸಲಿದೆ. ಈ ಹಿಂದೆ ನಡೆದಿರುವ ಲೀಗ್ ಪಂದ್ಯಗಳಲ್ಲಿ ನಡೆದ ಎರಡು ಸೋಲು ಕುರಿತಾದ ಕೌರ್ ಪಡೆಗೆ ಈ ಪಂದ್ಯ ಮಹತ್ವದ್ದಾಗಿದೆ. ಪಂದ್ಯಕ್ಕೆ ತಂಡ ಸಜ್ಜಾಗಿ ನಿಂತಿದೆ. ಮೊದಲರಡು ಪಂದ್ಯಗಳಲ್ಲಿ ಗೆಲುವು ಸಾಧಿಸಿದ್ದ ಭಾರತ ನಂತರ ಸೋಲು ಕಂಡಿತ್ತು. ಉತ್ತಮ ಆರಂಭದೊಂದಿಗೆ ಭಾರತ ಇಲ್ಲಿ ಗೆಲುವಿನ ಹಾದಿಗೆ ಮರಳುವ ನಿರೀಕ್ಷೆಯಲ್ಲಿದೆ. ಆದರೆ ಬಲಿಷ್ಠ ಇಂಗ್ಲೆಂಡ್ ತಂಡ ಸವಾಲು ಒಡ್ಡಲಿದ್ದು ಈ ಪಂದ್ಯ ರೋಚಕವಾಗುವ ನಿರೀಕ್ಷೆಯಿದೆ. ಸ್ಮೃತಿ ಮಂಧಾನ, ಪ್ರತಿಕಾ ರಾವಲ್ ಹಾಗೂ ಹರ್ಮನ್‌ಪ್ರೀತ್ ಕೌರ್ ಮೇಲೆ ಭಾರತದ ಬ್ಯಾಟಿಂಗ್ ಅವಲಂಬಿತವಾಗಿದೆ. ಒತ್ತಡದಲ್ಲಿ ಭಾರತ: ಪಾಕಿಸ್ತಾನ ಮತ್ತು ಶ್ರೀಲಂಕಾ ವಿರುದ್ಧ ಗೆಲುವು ಸಾಧಿಸಿದ್ದ ಭಾರತ ದಕ್ಷಿಣ ಆಫ್ರಿಕಾ ಹಾಗೂ ಆಸ್ಟ್ರೇಲಿಯಾ ವಿರುದ್ಧ ಸೋಲು ಕಂಡು ಅಂಕಪಟ್ಟಿಯಲ್ಲಿ ನಾಲ್ಕನೇ ಸ್ಥಾನದಲ್ಲಿದೆ. ಉಳಿದ ಮೂರು ಪಂದ್ಯಗಳಲ್ಲಿ ಕನಿಷ್ಠ ಎರಡರಲ್ಲಿ ಗೆಲ್ಲಬೇಕಾದ ಒತ್ತಡದಲ್ಲಿ ಕೌರ್ ಪಡೆ ಇದೆ. [994, 581, 1247, 802]
brand-logo-icon [1134, 51, 1181, 98]
clue-item: 1.ಆಗಸದಲ್ಲಿ ಮೂಡುವ ಬಣ್ಣದ ಕಮಾನು (5) [1252, 2064, 1394, 2076]
score-value: 43 [1045, 1581, 1077, 1597]
score-row [847, 1434, 1077, 1450]
h2h-label: ಪಂದ್ಯ: [358, 675, 381, 686]
crossword-cell[interactable] [972, 2137, 999, 2164]
womens-team-photo [994, 268, 1509, 569]
registration-dot [884, 2347, 903, 2367]
dismissal: ಸಿ ಶರತ್ ಬಿ ಶಿಖರ್ [907, 1614, 1045, 1630]
crossword-cell[interactable] [944, 2247, 972, 2275]
player-name: ಅಭಿಲಾಷ್ [847, 1295, 912, 1311]
crossword-cell[interactable] [972, 2330, 999, 2357]
pak-callout: ಕ್ರಿಕೆಟಿಗರ ಸಾವಿನ ಬೆನ್ನಲ್ಲೇ ಕ್ರಿಕೆಟ್ ಸಂಸ್ಥೆಯಿಂದ ನಿರ್ಧಾರ [1118, 1391, 1236, 1419]
issue-date: 19 ಅಕ್ಟೋಬರ್ 2025 [77, 44, 214, 64]
crossword-cell[interactable] [806, 2219, 834, 2247]
dismissal: ಬಿ ಗೋಪಾಲ್ [907, 1597, 1045, 1614]
crossword-cell[interactable] [916, 2275, 944, 2302]
lead-para: ಇದಕ್ಕೂ ಮುನ್ನ ಉಭಯ ತಂಡಗಳ ನಾಯಕರು ಟ್ರೋಫಿಯೊಂದಿಗೆ ಫೋಟೋಶೂಟ್ ಮಾಡಿಕೊಂಡ ನಂತರ ಮಾಧ್ಯಮಗೋಷ್ಠಿಯಲ್ಲಿ ಭಾಗಿಯಾದರು. ಈ ಬಾರಿ ತಂಡದಲ್ಲಿ ನಾಯಕತ್ವದ ಬದಲಾವಣೆಯ ನಂತರ ಇದು ಮೊದಲ ಏಕದಿನ ಸರಣಿಯಾಗಿದ್ದು ಎಲ್ಲರ ಕಣ್ಣು ಗಿಲ್ ಮೇಲೆ ನೆಟ್ಟಿದೆ. [40, 499, 331, 560]
womens-headline: ಭಾರತ-ಇಂಗ್ಲೆಂಡ್ ಪಂದ್ಯ [994, 198, 1347, 250]
registration-dot [1512, 2347, 1532, 2367]
score-value: 28 [1048, 1263, 1077, 1279]
crossword-cell[interactable]: 8 [861, 2219, 889, 2247]
h2h-box [342, 620, 495, 811]
registration-dot [907, 2347, 926, 2367]
h2h-value: 152 [383, 675, 403, 686]
crossword-cell[interactable]: 11 [861, 2275, 889, 2302]
batting-table [847, 1549, 1077, 1678]
dismissal: ಸಿ ವಾಸವಡಾ ಬಿ ಡೋಡಿಯಾ [912, 1263, 1048, 1279]
dismissal: ಎಲ್‌ಬಿ ವೆಂಕಟೇಶ್ [907, 1630, 1045, 1646]
player-name: ಚಿರಾಗ್ [847, 1450, 941, 1466]
lead-para: ಆಸ್ಟ್ರೇಲಿಯಾಗೆ ಗಾಯದ ಚಿಂತೆ: ಪ್ಯಾಟ್ ಕಮ್ಮಿನ್ಸ್, ಕ್ಯಾಮರೂನ್ ಗ್ರೀನ್, ಜೋಶ್ ಇಂಗ್ಲಿಸ್ ಹಾಗೂ ಆಡಂ ಜಂಪಾ ತಂಡದಿಂದ ಹೊರಗುಳಿದಿರುವುದು ಚಿಂತೆಗೀಡು ಮಾಡಿದೆ. ಆಸ್ಟ್ರೇಲಿಯಾ ಮೊದಲ ತಿಂಗಳು ಪ್ರಬಲ ಇಂಗ್ಲೆಂಡ್ ತಂಡದೊಂದಿಗೆ ಸೆಣಸಾಟ ನಡೆಸಲಿದೆ. [40, 702, 331, 762]
score-value: 3 [1048, 1231, 1077, 1247]
score-value: 14-2-49-2 [941, 1418, 1077, 1434]
score-row [847, 1646, 1077, 1662]
match-a: ಪರ್ತ್ [505, 702, 526, 714]
crossword-grid [805, 2136, 999, 2357]
issue-day: ಭಾನುವಾರ [88, 21, 149, 41]
h2h-label: ಫಲಿತಾಂಶ ರಹಿತ: [358, 732, 415, 744]
crossword-cell[interactable]: 7 [916, 2192, 944, 2219]
crossword-cell[interactable] [806, 2164, 834, 2192]
answer-item: 11.ಟದ 12.ತರಿಸಾಸ [1127, 2349, 1195, 2360]
lead-body [40, 295, 331, 1077]
dismissal: ಬಿ ಜಡೇಜಾ [912, 1247, 1048, 1263]
crossword-cell[interactable] [834, 2192, 861, 2219]
pak-body [1098, 1196, 1509, 1656]
answers-list [1127, 2140, 1242, 2373]
score-row [847, 1263, 1077, 1279]
h2h-title: ಮುಖಾಮುಖಿ [350, 623, 438, 646]
dismissal: ಸಿ ದೇಸಾಯಿ ಬಿ ಉನಾದ್ಕತ್ [912, 1166, 1048, 1183]
brief-body: • ಜೋಹರ್(ಮಲೇಷ್ಯಾ): ಫೈನಲ್ ಪಂದ್ಯದಲ್ಲಿ ಆಸ್ಟ್ರೇಲಿಯಾ ವಿರುದ್ಧ ಸೋಲನುಭವಿಸಿದ ಭಾರತ ತಂಡ ಸುಲ್ತಾನ್ ಆಫ್ ಜೋಹರ್ ಕಪ್ ಕಿರಿಯರ ಹಾಕಿ ಪಂದ್ಯಾವಳಿಯಲ್ಲಿ ರನ್ನರ್ ಅಪ್ ಆಗಿ ಹೊರಹೊಮ್ಮಿತು. ಟೂರ್ನಿಯಲ್ಲಿ ಅಜೇಯ ಓಟದೊಂದಿಗೆ ಫೈನಲ್ ಪ್ರವೇಶಿಸಿದ್ದ ಭಾರತ ಕೊನೆಯ ಕ್ಷಣಗಳಲ್ಲಿ ಗೋಲು ಬಿಟ್ಟುಕೊಟ್ಟು 2-1ರಿಂದ ಸೋಲು ಕಂಡಿತು. [40, 1221, 324, 1298]
score-value: 1-1-0-0 [941, 1482, 1077, 1498]
score-row [847, 1466, 1077, 1482]
score-row [847, 1166, 1077, 1183]
h2h-label: ಆಸ್ಟ್ರೇಲಿಯಾ ಗೆಲುವು: [358, 694, 426, 706]
clue-item: 4.ಪ್ರೀತಿ (3) [1252, 2279, 1292, 2291]
crossword-cell[interactable]: 13 [889, 2302, 916, 2330]
match-q: ಎಲ್ಲಿ? [505, 689, 525, 700]
dismissal: ಎಲ್‌ಬಿ ಜಡೇಜ [912, 1183, 1048, 1199]
score-value: 15-4-40-1 [944, 1717, 1077, 1733]
prev-answer-badge [1138, 2090, 1212, 2133]
clue-item: 17.ಮರದ ಹಣ್ಣು (3) [1252, 2187, 1325, 2199]
puzzle-number: 5778 [1126, 2048, 1207, 2081]
registration-dot [930, 2347, 949, 2367]
clue-item: 16.ಮಾಲುಗಳ ಸಮಯ ತಾಂತ್ರಿಕ ವಿನ್ಯಾಸ (3) [1252, 2371, 1394, 2383]
score-row [847, 1581, 1077, 1597]
crossword-cell[interactable] [916, 2219, 944, 2247]
squads-body: • ಭಾರತ: ಶುಭ್‌ಮನ್ ಗಿಲ್ (ನಾಯಕ), ರೋಹಿತ್ ಶರ್ಮ, ವಿರಾಟ್ ಕೊಹ್ಲಿ, ಶ್ರೇಯಸ್ ಅಯ್ಯರ್ (ಉಪನಾಯಕ), ಅಕ್ಷರ್ ಪಟೇಲ್, ಕೆ.ಎಲ್. ರಾಹುಲ್ (ವಿಕೆಟ್ ಕೀಪರ್), ನಿತೀಶ್ ಕುಮಾರ್ ರೆಡ್ಡಿ, ವಾಷಿಂಗ್ಟನ್ ಸುಂದರ್, ಕುಲ್ದೀಪ್ ಯಾದವ್, ಹರ್ಷಿತ್ ರಾಣಾ, ಮೊಹಮ್ಮದ್ ಸಿರಾಜ್, ಅರ್ಷದೀಪ್ ಸಿಂಗ್, ಪ್ರಸಿದ್ ಕೃಷ್ಣ, ಧ್ರುವ್ ಜುರೆಲ್, ಯಶಸ್ವಿ ಜೈಸ್ವಾಲ್. • ಆಸ್ಟ್ರೇಲಿಯಾ: ಮಿಚೆಲ್ ಮಾರ್ಷ್ (ನಾಯಕ), ಕ್ಸೇವಿಯರ್ ಬಾರ್ಟ್ಲೆಟ್, ಅಲೆಕ್ಸ್ ಕ್ಯಾರಿ, ಕೂಪರ್ ಕಾನೊಲಿ, ಬೆನ್ ದ್ವಾರ್ಶುಯಿಸ್, ನಾಥನ್ ಎಲ್ಲಿಸ್, ಜೋಶ್ ಹೇಜಲ್‌ವುಡ್, ಟ್ರಾವಿಸ್ ಹೆಡ್, ಜೋಶ್ ಫಿಲಿಪ್, ಮಿಚೆಲ್ ಓವನ್, ಮ್ಯಾಥ್ಯೂ ರೆನ್‌ಶಾ, ಮ್ಯಾಥ್ಯೂ ಶಾರ್ಟ್, ಮಿಚೆಲ್ ಸ್ಟಾರ್ಕ್, ಮ್ಯಾಥ್ಯೂ ಕುಹ್ನೆಮನ್, ಮಾರ್ನಸ್ ಲಾಬುಶೇನ್. [646, 918, 960, 1037]
womens-sidebar [1258, 579, 1509, 740]
womens-kicker: ಮಹಿಳೆಯರ ವಿಶ್ವಕಪ್‌ನಲ್ಲಿ ಪಂದ್ಯಾಟ [994, 155, 1285, 185]
score-row [847, 1662, 1077, 1678]
crossword-cell[interactable]: 12 [806, 2302, 834, 2330]
sa-headline: ಸೆಮಿಫೈನಲ್‌ಗೇರಿದ ದಕ್ಷಿಣ ಆಫ್ರಿಕಾ [1104, 1664, 1400, 1696]
crossword-cell[interactable] [972, 2164, 999, 2192]
score-value: 17 [1048, 1279, 1077, 1295]
crossword-cell[interactable] [889, 2164, 916, 2192]
player-name: ಪಡಿಕ್ಕಲ್ [847, 1166, 912, 1183]
score-row [847, 1279, 1077, 1295]
crossword-cell[interactable]: 14 [806, 2330, 834, 2357]
h2h-label: ಭಾರತ ಗೆಲುವು: [358, 713, 410, 725]
ranji-body: • ರಾಜ್‌ಕೋಟ್: 2025-26ನೇ ಸಾಲಿನ ರಣಜಿ ಪಂದ್ಯಾವಳಿಯ ಮೊದಲ ಪಂದ್ಯದಲ್ಲಿ ಕರ್ನಾಟಕ ಮತ್ತು ಸೌರಾಷ್ಟ್ರ ತಂಡಗಳ ನಡುವಿನ ಪಂದ್ಯ ಡ್ರಾದಲ್ಲಿ ಅಂತ್ಯಗೊಂಡಿತು. ಮೊದಲ ಇನ್ನಿಂಗ್ಸ್‌ನಲ್ಲಿ ಕರ್ನಾಟಕ 372 ರನ್ ಗಳಿಸಿತು. ಮಯಾಂಕ್ ಅಗರ್ವಾಲ್ ಅರ್ಧಶತಕ ಬಾರಿಸಿದರು. ಪಡಿಕ್ಕಲ್ ಹಾಗೂ ಕರುಣ್ ನಾಯರ್ ಉತ್ತಮ ಆಟವಾಡಿದರು. ಸ್ಮರಣ್ 64 ರನ್ ಗಳಿಸಿದರು. ಸೌರಾಷ್ಟ್ರ ಆಘಾತ: 43 ಓವರ್‌ಗಳಲ್ಲಿ 228 ರನ್ ಗಳಿಸಿದ್ದ ಸೌರಾಷ್ಟ್ರ ತಂಡ ಶ್ರೇಯಸ್ ಗೋಪಾಲ್ ದಾಳಿಗೆ ತತ್ತರಿಸಿ 232 ರನ್‌ಗೆ ಆಲೌಟ್ ಆಯಿತು. ಫಾಲೋಆನ್ ಹೇರಿದ ಕರ್ನಾಟಕ ಸೌರಾಷ್ಟ್ರವನ್ನು ಎರಡನೇ ಇನ್ನಿಂಗ್ಸ್‌ನಲ್ಲಿ 128 ರನ್‌ಗೆ 5 ವಿಕೆಟ್ ಕಳೆದುಕೊಂಡ ಸ್ಥಿತಿಗೆ ತಂದಿತು. ಆದರೆ ದಿನದಾಟ ಅಂತ್ಯಗೊಂಡ ಕಾರಣ ಪಂದ್ಯ ಡ್ರಾ ಆಯಿತು. ಕುಸಿದ ಕರ್ನಾಟಕ: ಸ್ಮರಣ್ ಬಳಿಕ ಬಂದ ಬ್ಯಾಟರ್‌ಗಳು ಬೇಗನೆ ನಿರ್ಗಮಿಸಿದರು. ಶ್ರೇಯಸ್ ಗೋಪಾಲ್ ಹಾಗೂ ವಿದ್ವತ್ ಕಾವೇರಪ್ಪ ಉತ್ತಮ ಬೌಲಿಂಗ್ ನಡೆಸಿದರು. [344, 1413, 828, 1521]
player-name: ಜಡೇಜಾ [847, 1402, 941, 1418]
